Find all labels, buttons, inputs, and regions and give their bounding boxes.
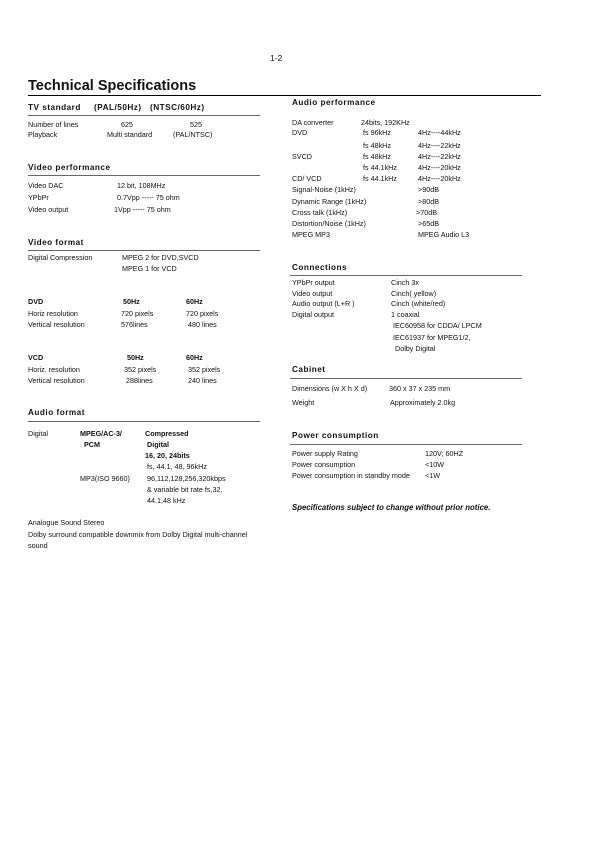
compression-label: Digital Compression	[28, 253, 93, 262]
ypbpr-value: 0.7Vpp ----- 75 ohm	[117, 193, 180, 202]
title-rule	[28, 95, 541, 96]
mp3-label: MP3(ISO 9660)	[80, 474, 130, 483]
dvd-label: DVD	[28, 297, 44, 306]
dvd-vert-label: Vertical resolution	[28, 320, 85, 329]
vcd-horiz-v1: 352 pixels	[124, 365, 157, 374]
signal-noise-value: >90dB	[418, 185, 439, 194]
mp3-variable: & variable bit rate fs,32,	[147, 485, 223, 494]
dvd-vert-v2: 480 lines	[188, 320, 217, 329]
conn-video-label: Video output	[292, 289, 333, 298]
dynamic-range-value: >80dB	[418, 197, 439, 206]
dvd-horiz-label: Horiz resolution	[28, 309, 78, 318]
video-output-value: 1Vpp ----- 75 ohm	[114, 205, 171, 214]
audio-digital-label: Digital	[28, 429, 48, 438]
vcd-label: VCD	[28, 353, 44, 362]
audio-freqs: fs, 44.1, 48, 96kHz	[147, 462, 207, 471]
vcd-vert-label: Vertical resolution	[28, 376, 85, 385]
video-dac-label: Video DAC	[28, 181, 64, 190]
dvd-col2: 60Hz	[186, 297, 203, 306]
power-rating-label: Power supply Rating	[292, 449, 358, 458]
audio-performance-heading: Audio performance	[292, 98, 376, 107]
conn-ypbpr-label: YPbPr output	[292, 278, 335, 287]
signal-noise-label: Signal-Noise (1kHz)	[292, 185, 356, 194]
mp3-fs: 44.1,48 kHz	[147, 496, 186, 505]
dvd-col1: 50Hz	[123, 297, 140, 306]
video-performance-rule	[28, 175, 260, 176]
tv-standard-ntsc: (NTSC/60Hz)	[150, 103, 205, 112]
ap-row-1-label: DVD	[292, 128, 308, 137]
compression-value-2: MPEG 1 for VCD	[122, 264, 177, 273]
ap-row-5-v2: 4Hz----20kHz	[418, 174, 461, 183]
conn-audio-value: Cinch (white/red)	[391, 299, 446, 308]
dolby-line-2: sound	[28, 541, 48, 550]
video-format-heading: Video format	[28, 238, 84, 247]
tv-lines-ntsc: 525	[190, 120, 202, 129]
dimensions-label: Dimensions (w X h X d)	[292, 384, 368, 393]
mpeg-mp3-value: MPEG Audio L3	[418, 230, 470, 239]
specs-notice: Specifications subject to change without prior notice.	[292, 503, 491, 512]
ap-row-4-v2: 4Hz----20kHz	[418, 163, 461, 172]
crosstalk-label: Cross talk (1kHz)	[292, 208, 348, 217]
conn-extra-1: IEC60958 for CDDA/ LPCM	[393, 321, 482, 330]
audio-bits: 16, 20, 24bits	[145, 451, 190, 460]
power-standby-label: Power consumption in standby mode	[292, 471, 410, 480]
vcd-vert-v2: 240 lines	[188, 376, 217, 385]
conn-audio-label: Audio output (L+R )	[292, 299, 355, 308]
audio-compressed: Compressed	[145, 429, 189, 438]
conn-digital-value: 1 coaxial	[391, 310, 420, 319]
ap-row-3-v2: 4Hz----22kHz	[418, 152, 461, 161]
connections-rule	[290, 275, 522, 276]
distortion-value: >65dB	[418, 219, 439, 228]
ap-row-5-label: CD/ VCD	[292, 174, 322, 183]
tv-standard-pal: (PAL/50Hz)	[94, 103, 142, 112]
dimensions-value: 360 x 37 x 235 mm	[389, 384, 451, 393]
tv-playback-pal: Multi standard	[107, 130, 153, 139]
audio-format-heading: Audio format	[28, 408, 85, 417]
analogue-sound: Analogue Sound Stereo	[28, 518, 105, 527]
mpeg-mp3-label: MPEG MP3	[292, 230, 330, 239]
video-performance-heading: Video performance	[28, 163, 111, 172]
ap-row-3-label: SVCD	[292, 152, 312, 161]
vcd-horiz-v2: 352 pixels	[188, 365, 221, 374]
ap-row-0-label: DA converter	[292, 118, 334, 127]
ap-row-3-v1: fs 48kHz	[363, 152, 391, 161]
ap-row-2-v1: fs 48kHz	[363, 141, 391, 150]
tv-standard-rule	[28, 115, 260, 116]
compression-value-1: MPEG 2 for DVD,SVCD	[122, 253, 199, 262]
page-title: Technical Specifications	[28, 78, 197, 94]
dvd-vert-v1: 576lines	[121, 320, 148, 329]
tv-standard-heading: TV standard	[28, 103, 81, 112]
weight-label: Weight	[292, 398, 315, 407]
conn-ypbpr-value: Cinch 3x	[391, 278, 419, 287]
power-rule	[290, 444, 522, 445]
conn-extra-2: IEC61937 for MPEG1/2,	[393, 333, 471, 342]
vcd-col1: 50Hz	[127, 353, 144, 362]
audio-format-rule	[28, 421, 260, 422]
dvd-horiz-v1: 720 pixels	[121, 309, 154, 318]
crosstalk-value: >70dB	[416, 208, 437, 217]
page-number: 1-2	[270, 53, 283, 63]
conn-digital-label: Digital output	[292, 310, 334, 319]
ap-row-4-v1: fs 44.1kHz	[363, 163, 397, 172]
ap-row-5-v1: fs 44.1kHz	[363, 174, 397, 183]
mp3-rates: 96,112,128,256,320kbps	[147, 474, 226, 483]
video-dac-value: 12 bit, 108MHz	[117, 181, 166, 190]
connections-heading: Connections	[292, 263, 348, 272]
video-output-label: Video output	[28, 205, 69, 214]
ypbpr-label: YPbPr	[28, 193, 49, 202]
dynamic-range-label: Dynamic Range (1kHz)	[292, 197, 367, 206]
conn-video-value: Cinch( yellow)	[391, 289, 437, 298]
power-consumption-value: <10W	[425, 460, 444, 469]
cabinet-heading: Cabinet	[292, 365, 326, 374]
power-rating-value: 120V; 60HZ	[425, 449, 464, 458]
ap-row-1-v1: fs 96kHz	[363, 128, 391, 137]
tv-lines-label: Number of lines	[28, 120, 79, 129]
ap-row-0-v1: 24bits, 192KHz	[361, 118, 410, 127]
tv-playback-label: Playback	[28, 130, 58, 139]
vcd-col2: 60Hz	[186, 353, 203, 362]
ap-row-2-v2: 4Hz----22kHz	[418, 141, 461, 150]
audio-codec-2: PCM	[84, 440, 100, 449]
cabinet-rule	[290, 378, 522, 379]
power-heading: Power consumption	[292, 431, 379, 440]
weight-value: Approximately 2.0kg	[390, 398, 456, 407]
video-format-rule	[28, 250, 260, 251]
tv-playback-ntsc: (PAL/NTSC)	[173, 130, 213, 139]
distortion-label: Distortion/Noise (1kHz)	[292, 219, 366, 228]
audio-codec-1: MPEG/AC-3/	[80, 429, 122, 438]
ap-row-1-v2: 4Hz----44kHz	[418, 128, 461, 137]
vcd-horiz-label: Horiz. resolution	[28, 365, 80, 374]
dvd-horiz-v2: 720 pixels	[186, 309, 219, 318]
power-standby-value: <1W	[425, 471, 440, 480]
power-consumption-label: Power consumption	[292, 460, 356, 469]
tv-lines-pal: 625	[121, 120, 133, 129]
conn-extra-3: Dolby Digital	[395, 344, 436, 353]
dolby-line-1: Dolby surround compatible downmix from Dolby Digital multi-channel	[28, 530, 248, 539]
vcd-vert-v1: 288lines	[126, 376, 153, 385]
audio-digital-word: Digital	[147, 440, 169, 449]
